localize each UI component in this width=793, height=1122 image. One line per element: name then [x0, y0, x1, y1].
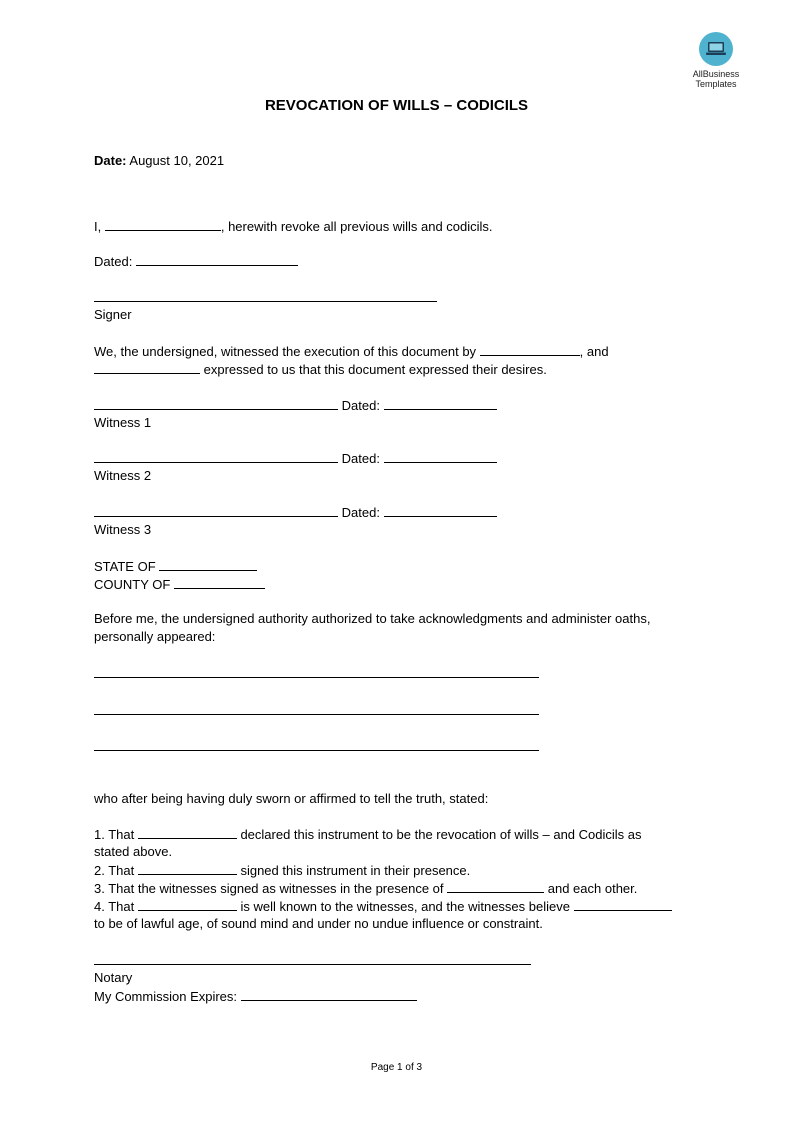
statement-2-prefix: 2. That — [94, 863, 138, 878]
notary-signature-blank[interactable] — [94, 951, 531, 965]
statement-1-text: declared this instrument to be the revocation of wills – and Codicils as — [236, 827, 642, 842]
state-label: STATE OF — [94, 559, 160, 574]
appeared-name-blank-1[interactable] — [94, 664, 539, 678]
appeared-name-blank-2[interactable] — [94, 701, 539, 715]
sworn-statement: who after being having duly sworn or affirmed to tell the truth, stated: — [94, 791, 489, 806]
statement-4-prefix: 4. That — [94, 899, 138, 914]
statement-2 — [94, 861, 470, 880]
desires-name-blank[interactable] — [94, 360, 200, 374]
witness-3-dated-label: Dated: — [341, 505, 384, 520]
date-value: August 10, 2021 — [126, 153, 225, 168]
revoke-statement — [94, 217, 493, 236]
witness-3-signature-line — [94, 503, 497, 522]
logo-text-line2: Templates — [695, 79, 737, 89]
before-me-line1: Before me, the undersigned authority authorized to take acknowledgments and administer oaths, — [94, 611, 651, 626]
date-line — [94, 152, 224, 170]
commission-line — [94, 987, 417, 1006]
witness-3-date-blank[interactable] — [384, 503, 497, 517]
appeared-name-blank-3[interactable] — [94, 737, 539, 751]
state-line — [94, 557, 257, 576]
date-label: Date: — [94, 153, 127, 168]
statement-3 — [94, 879, 637, 898]
witness-2-label: Witness 2 — [94, 468, 152, 483]
laptop-icon — [699, 32, 733, 66]
witness-2-signature-blank[interactable] — [94, 449, 338, 463]
document-title: REVOCATION OF WILLS – CODICILS — [264, 97, 529, 114]
logo-text-line1: AllBusiness — [692, 69, 740, 79]
witness-intro-text: We, the undersigned, witnessed the execution of this document by — [94, 344, 480, 359]
witness-1-signature-blank[interactable] — [94, 396, 338, 410]
witness-2-dated-label: Dated: — [341, 451, 384, 466]
company-logo — [686, 32, 746, 89]
witness-3-signature-blank[interactable] — [94, 503, 338, 517]
date-blank[interactable] — [136, 252, 298, 266]
statement-3-blank[interactable] — [447, 879, 544, 893]
commission-label: My Commission Expires: — [94, 989, 241, 1004]
statement-3-prefix: 3. That the witnesses signed as witnesses in the presence of — [94, 881, 448, 896]
witness-1-label: Witness 1 — [94, 415, 152, 430]
statement-1 — [94, 825, 642, 844]
witness-2-signature-line — [94, 449, 497, 468]
statement-1-prefix: 1. That — [94, 827, 138, 842]
statement-4-blank-2[interactable] — [574, 897, 672, 911]
appeared-name-line-2 — [94, 701, 539, 720]
statement-4-text: is well known to the witnesses, and the witnesses believe — [236, 899, 574, 914]
notary-label: Notary — [94, 970, 133, 985]
commission-blank[interactable] — [241, 987, 417, 1001]
witness-intro-text2: expressed to us that this document expressed their desires. — [200, 362, 547, 377]
statement-3-text: and each other. — [544, 881, 638, 896]
notary-signature-line — [94, 951, 531, 970]
revoke-suffix: , herewith revoke all previous wills and codicils. — [220, 219, 493, 234]
statement-1-blank[interactable] — [138, 825, 237, 839]
signer-line — [94, 288, 437, 307]
before-me-line2: personally appeared: — [94, 629, 216, 644]
witness-3-label: Witness 3 — [94, 522, 152, 537]
appeared-name-line-1 — [94, 664, 539, 683]
witness-2-date-blank[interactable] — [384, 449, 497, 463]
county-line — [94, 575, 265, 594]
dated-label: Dated: — [94, 254, 136, 269]
revoke-prefix: I, — [94, 219, 105, 234]
appeared-name-line-3 — [94, 737, 539, 756]
dated-line — [94, 252, 298, 271]
county-label: COUNTY OF — [94, 577, 174, 592]
county-blank[interactable] — [174, 575, 265, 589]
statement-2-blank[interactable] — [138, 861, 237, 875]
statement-2-text: signed this instrument in their presence. — [236, 863, 471, 878]
signer-label: Signer — [94, 307, 132, 322]
statement-1-cont: stated above. — [94, 844, 173, 859]
page-number: Page 1 of 3 — [370, 1062, 423, 1073]
statement-4 — [94, 897, 672, 916]
witness-intro-and: , and — [579, 344, 609, 359]
witness-1-signature-line — [94, 396, 497, 415]
witness-1-date-blank[interactable] — [384, 396, 497, 410]
witness-intro-line1 — [94, 342, 609, 361]
witness-intro-line2 — [94, 360, 547, 379]
statement-4-cont: to be of lawful age, of sound mind and under no undue influence or constraint. — [94, 916, 543, 931]
name-blank[interactable] — [105, 217, 221, 231]
signer-signature-blank[interactable] — [94, 288, 437, 302]
statement-4-blank-1[interactable] — [138, 897, 237, 911]
signer-name-blank[interactable] — [480, 342, 580, 356]
witness-1-dated-label: Dated: — [341, 398, 384, 413]
state-blank[interactable] — [159, 557, 257, 571]
